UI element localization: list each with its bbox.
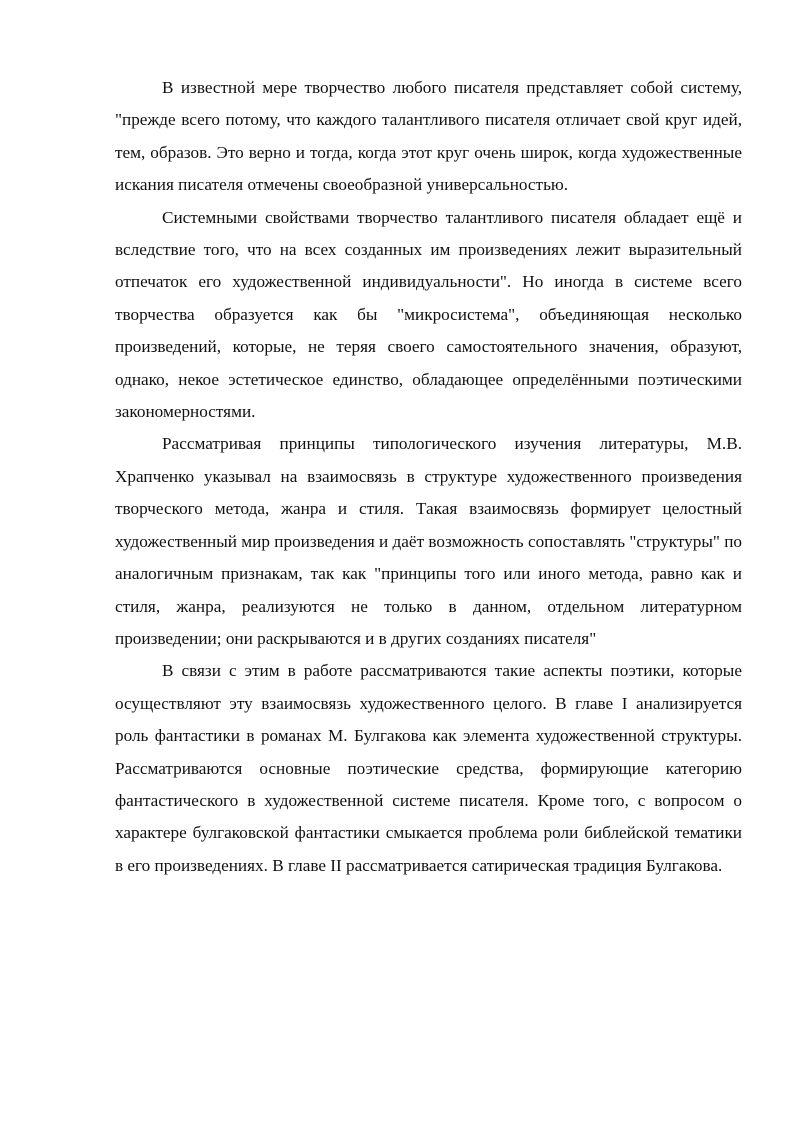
paragraph-4: В связи с этим в работе рассматриваются такие аспекты поэтики, которые осуществляют эту взаимосвязь художественного целого. В главе I анализируется роль фантастики в романах М. Булгакова как элемента художественной структуры. Рассматриваются основные поэтические средства, формирующие категорию фантастического в художественной системе писателя. Кроме того, с вопросом о характере булгаковской фантастики смыкается проблема роли библейской тематики в его произведениях. В главе II рассматривается сатирическая традиция Булгакова. [115, 661, 742, 875]
paragraph-1: В известной мере творчество любого писателя представляет собой систему, "прежде всего потому, что каждого талантливого писателя отличает свой круг идей, тем, образов. Это верно и тогда, когда этот круг очень широк, когда художественные искания писателя отмечены своеобразной универсальностью. [115, 78, 742, 195]
paragraph-3: Рассматривая принципы типологического изучения литературы, М.В. Храпченко указывал на взаимосвязь в структуре художественного произведения творческого метода, жанра и стиля. Такая взаимосвязь формирует целостный художественный мир произведения и даёт возможность сопоставлять "структуры" по аналогичным признакам, так как "принципы того или иного метода, равно как и стиля, жанра, реализуются не только в данном, отдельном литературном произведении; они раскрываются и в других созданиях писателя" [115, 434, 742, 648]
paragraph-2: Системными свойствами творчество талантливого писателя обладает ещё и вследствие того, что на всех созданных им произведениях лежит выразительный отпечаток его художественной индивидуальности". Но иногда в системе всего творчества образуется как бы "микросистема", объединяющая несколько произведений, которые, не теряя своего самостоятельного значения, образуют, однако, некое эстетическое единство, обладающее определёнными поэтическими закономерностями. [115, 207, 742, 422]
document-page [115, 72, 742, 882]
